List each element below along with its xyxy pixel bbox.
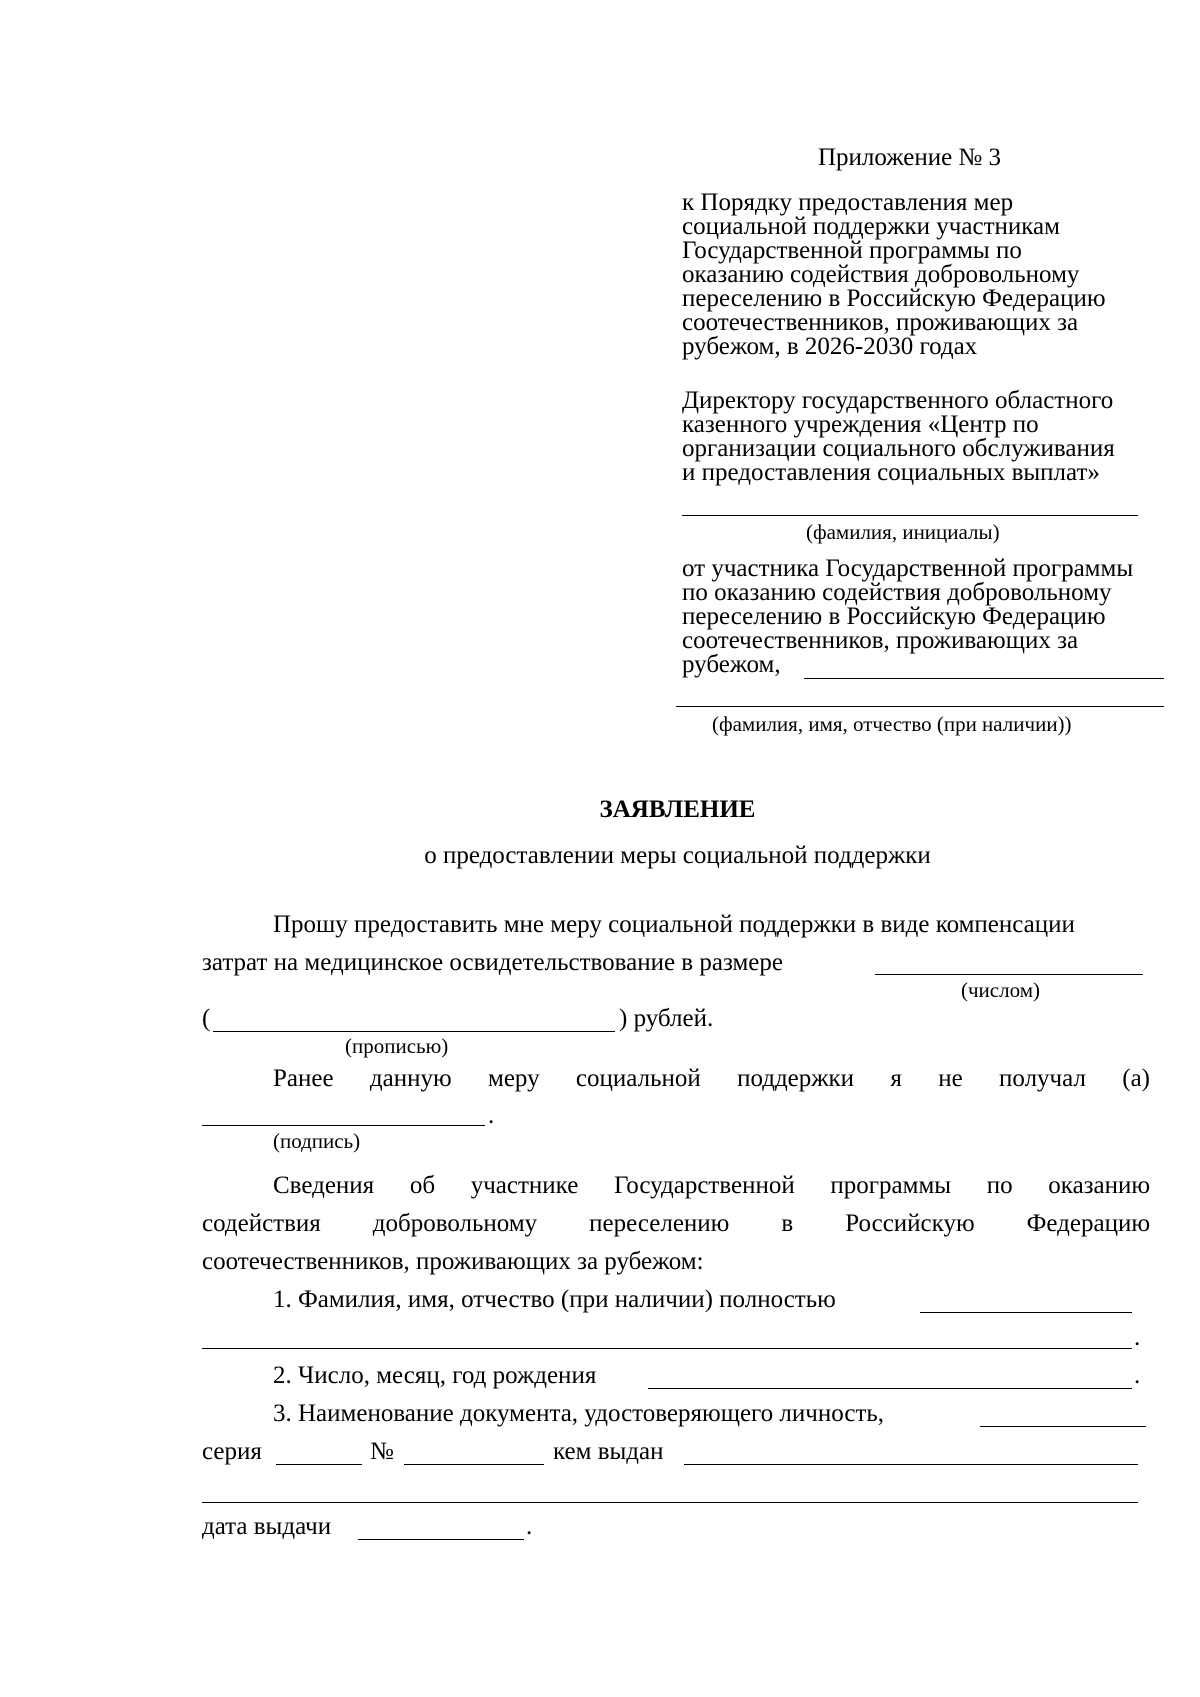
applicant-caption: (фамилия, имя, отчество (при наличии)) — [712, 712, 1072, 736]
from-line: от участника Государственной программы — [682, 555, 1134, 582]
addressee-line: и предоставления социальных выплат» — [682, 459, 1100, 486]
to-order-line: Государственной программы по — [682, 237, 1022, 264]
director-name-field[interactable] — [682, 515, 1138, 516]
issued-by-label: кем выдан — [553, 1438, 664, 1465]
rubles-label: ) рублей. — [619, 1005, 714, 1032]
id-document-field[interactable] — [980, 1426, 1146, 1427]
full-name-field-line2[interactable] — [202, 1348, 1132, 1349]
to-order-line: переселению в Российскую Федерацию — [682, 285, 1106, 312]
item-full-name-label: 1. Фамилия, имя, отчество (при наличии) полностью — [273, 1286, 836, 1313]
issue-date-label: дата выдачи — [202, 1513, 332, 1540]
amount-number-caption: (числом) — [961, 978, 1040, 1002]
number-field[interactable] — [404, 1464, 544, 1465]
appendix-title: Приложение № 3 — [818, 144, 1002, 171]
to-order-line: к Порядку предоставления мер — [682, 189, 1014, 216]
signature-field[interactable] — [202, 1125, 485, 1126]
full-name-field[interactable] — [920, 1312, 1132, 1313]
birth-date-field[interactable] — [648, 1388, 1132, 1389]
number-label: № — [370, 1438, 394, 1465]
from-line: переселению в Российскую Федерацию — [682, 603, 1106, 630]
to-order-line: социальной поддержки участникам — [682, 213, 1060, 240]
issued-by-field-line2[interactable] — [202, 1502, 1138, 1503]
director-caption: (фамилия, инициалы) — [806, 520, 1000, 544]
document-title: ЗАЯВЛЕНИЕ — [599, 796, 756, 823]
request-line-1: Прошу предоставить мне меру социальной поддержки в виде компенсации — [273, 911, 1075, 938]
birth-date-period: . — [1134, 1362, 1141, 1389]
from-line: соотечественников, проживающих за — [682, 627, 1079, 654]
to-order-line: соотечественников, проживающих за — [682, 309, 1079, 336]
addressee-line: Директору государственного областного — [682, 387, 1114, 414]
signature-caption: (подпись) — [273, 1129, 361, 1153]
addressee-block — [682, 389, 1115, 485]
request-line-2: затрат на медицинское освидетельствование в размере — [202, 949, 783, 976]
full-name-period: . — [1134, 1324, 1141, 1351]
info-line-2: содействия добровольному переселению в Российскую Федерацию — [202, 1210, 1151, 1237]
signature-period: . — [488, 1102, 495, 1129]
info-line-3: соотечественников, проживающих за рубежом: — [202, 1248, 704, 1275]
item-id-document-label: 3. Наименование документа, удостоверяющего личность, — [273, 1400, 885, 1427]
open-paren: ( — [202, 1005, 211, 1032]
applicant-name-field-line2[interactable] — [676, 706, 1164, 707]
document-subtitle: о предоставлении меры социальной поддержки — [424, 842, 931, 869]
to-order-block — [682, 191, 1106, 359]
from-block — [682, 557, 1133, 677]
series-field[interactable] — [276, 1464, 362, 1465]
issue-date-period: . — [526, 1513, 533, 1540]
amount-words-caption: (прописью) — [345, 1034, 449, 1058]
to-order-line: оказанию содействия добровольному — [682, 261, 1080, 288]
addressee-line: казенного учреждения «Центр по — [682, 411, 1039, 438]
from-line: по оказанию содействия добровольному — [682, 579, 1112, 606]
issue-date-field[interactable] — [358, 1539, 524, 1540]
series-label: серия — [202, 1438, 262, 1465]
not-received-line: Ранее данную меру социальной поддержки я не получал (а) — [273, 1065, 1150, 1092]
amount-words-field[interactable] — [213, 1031, 615, 1032]
to-order-line: рубежом, в 2026-2030 годах — [682, 333, 978, 360]
info-line-1: Сведения об участнике Государственной программы по оказанию — [273, 1172, 1151, 1199]
item-birth-date-label: 2. Число, месяц, год рождения — [273, 1362, 597, 1389]
addressee-line: организации социального обслуживания — [682, 435, 1115, 462]
applicant-name-field[interactable] — [804, 678, 1164, 679]
issued-by-field[interactable] — [684, 1464, 1138, 1465]
from-line: рубежом, — [682, 651, 781, 678]
amount-number-field[interactable] — [875, 974, 1143, 975]
